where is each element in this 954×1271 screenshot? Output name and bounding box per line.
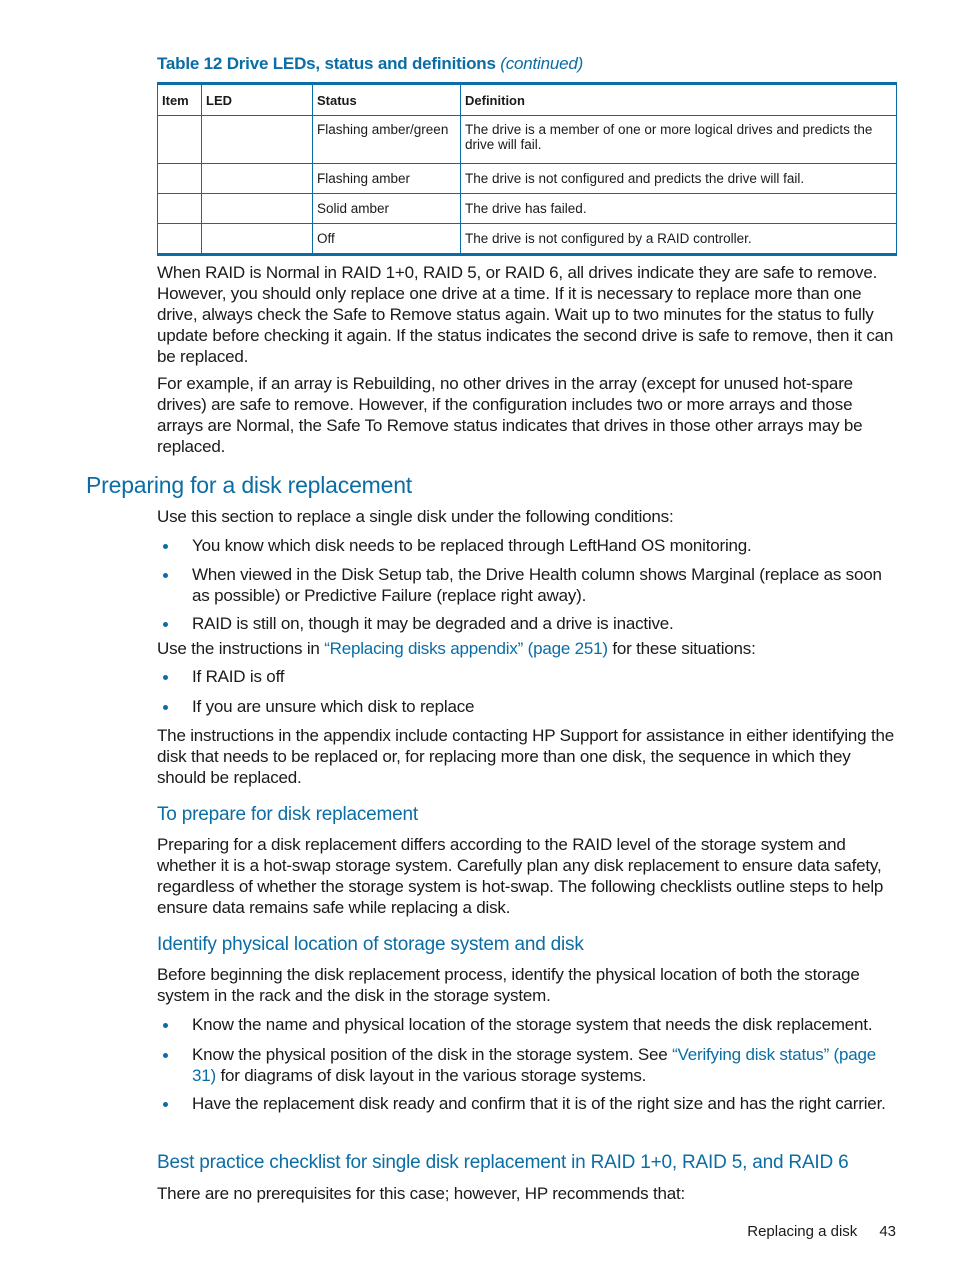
bullet-icon	[163, 1023, 168, 1028]
identify-text: Before beginning the disk replacement process, identify the physical location of both the storage system in the rack and the disk in the storage system.	[157, 965, 860, 1005]
table-header-row	[158, 84, 897, 116]
col-header-led: LED	[202, 84, 313, 116]
instructions-pre: Use the instructions in	[157, 639, 320, 658]
intro-paragraph-2: For example, if an array is Rebuilding, no other drives in the array (except for unused hot-spare drives) are safe to remove. However, if the configuration includes two or more arrays and those arrays are Normal, the Safe To Remove status indicates that drives in those other arrays may be replaced.	[157, 374, 863, 456]
identify-item2-post: for diagrams of disk layout in the various storage systems.	[220, 1066, 647, 1085]
cell-item	[158, 224, 202, 255]
cell-led	[202, 164, 313, 194]
bullet-icon	[163, 705, 168, 710]
situations-list	[157, 666, 899, 717]
cell-item	[158, 116, 202, 164]
table-row	[158, 164, 897, 194]
list-item	[157, 1093, 899, 1114]
drive-leds-table	[157, 82, 897, 256]
identify-list	[157, 1014, 899, 1114]
table-caption-suffix: (continued)	[500, 54, 584, 73]
cell-definition: The drive is a member of one or more logical drives and predicts the drive will fail.	[461, 116, 897, 164]
bullet-icon	[163, 622, 168, 627]
table-row	[158, 194, 897, 224]
col-header-item: Item	[158, 84, 202, 116]
identify-title: Identify physical location of storage system and disk	[157, 934, 584, 955]
list-item-text	[192, 1045, 876, 1085]
cell-status: Solid amber	[313, 194, 461, 224]
bullet-icon	[163, 573, 168, 578]
table-caption	[157, 54, 583, 74]
cell-led	[202, 224, 313, 255]
identify-item2-pre: Know the physical position of the disk in the storage system. See	[192, 1045, 668, 1064]
prepare-title: To prepare for disk replacement	[157, 804, 418, 825]
cell-definition: The drive is not configured by a RAID controller.	[461, 224, 897, 255]
prepare-text: Preparing for a disk replacement differs according to the RAID level of the storage system and whether it is a hot-swap storage system. Carefully plan any disk replacement to ensure data safety, regardless of whether the storage system is hot-swap. The following checklists outline steps to help ensure data remains safe while replacing a disk.	[157, 835, 884, 917]
footer-label: Replacing a disk	[747, 1223, 858, 1240]
cell-definition: The drive has failed.	[461, 194, 897, 224]
replacing-disks-appendix-link[interactable]: “Replacing disks appendix” (page 251)	[324, 639, 608, 658]
cell-item	[158, 164, 202, 194]
list-item-text: You know which disk needs to be replaced through LeftHand OS monitoring.	[192, 536, 752, 555]
list-item	[157, 1014, 899, 1035]
page-number: 43	[879, 1223, 896, 1240]
list-item-text: Have the replacement disk ready and confirm that it is of the right size and has the right carrier.	[192, 1094, 886, 1113]
bullet-icon	[163, 544, 168, 549]
col-header-status: Status	[313, 84, 461, 116]
cell-status: Flashing amber	[313, 164, 461, 194]
list-item-text: If RAID is off	[192, 667, 285, 686]
appendix-note: The instructions in the appendix include contacting HP Support for assistance in either identifying the disk that needs to be replaced or, for replacing more than one disk, the sequence in which they should be replaced.	[157, 726, 894, 787]
cell-led	[202, 194, 313, 224]
section-lead: Use this section to replace a single disk under the following conditions:	[157, 507, 674, 526]
cell-status: Off	[313, 224, 461, 255]
list-item-text: If you are unsure which disk to replace	[192, 697, 475, 716]
list-item	[157, 613, 899, 634]
cell-item	[158, 194, 202, 224]
intro-paragraph-1: When RAID is Normal in RAID 1+0, RAID 5, or RAID 6, all drives indicate they are safe to remove. However, you should only replace one drive at a time. If it is necessary to replace more than one drive, always check the Safe to Remove status again. Wait up to two minutes for the status to fully update before checking it again. If the status indicates the second drive is safe to remove, then it can be replaced.	[157, 263, 894, 366]
cell-led	[202, 116, 313, 164]
conditions-list	[157, 535, 899, 634]
bullet-icon	[163, 675, 168, 680]
col-header-definition: Definition	[461, 84, 897, 116]
list-item-text: Know the name and physical location of the storage system that needs the disk replacement.	[192, 1015, 873, 1034]
list-item-text: When viewed in the Disk Setup tab, the Drive Health column shows Marginal (replace as soon as possible) or Predictive Failure (replace right away).	[192, 565, 882, 605]
cell-definition: The drive is not configured and predicts the drive will fail.	[461, 164, 897, 194]
best-practice-text: There are no prerequisites for this case; however, HP recommends that:	[157, 1184, 686, 1203]
list-item	[157, 696, 899, 717]
page-footer	[747, 1223, 896, 1240]
best-practice-title: Best practice checklist for single disk replacement in RAID 1+0, RAID 5, and RAID 6	[157, 1152, 849, 1173]
list-item-text: RAID is still on, though it may be degraded and a drive is inactive.	[192, 614, 674, 633]
verifying-disk-status-link[interactable]: “Verifying disk status” (page 31)	[192, 1045, 877, 1085]
table-caption-title: Table 12 Drive LEDs, status and definitions	[157, 54, 496, 73]
cell-status: Flashing amber/green	[313, 116, 461, 164]
list-item	[157, 564, 899, 606]
instructions-paragraph	[157, 638, 899, 659]
table-row	[158, 116, 897, 164]
list-item	[157, 1044, 899, 1086]
bullet-icon	[163, 1053, 168, 1058]
table-row	[158, 224, 897, 255]
section-title: Preparing for a disk replacement	[86, 472, 412, 498]
bullet-icon	[163, 1102, 168, 1107]
list-item	[157, 535, 899, 556]
instructions-post: for these situations:	[612, 639, 756, 658]
list-item	[157, 666, 899, 687]
